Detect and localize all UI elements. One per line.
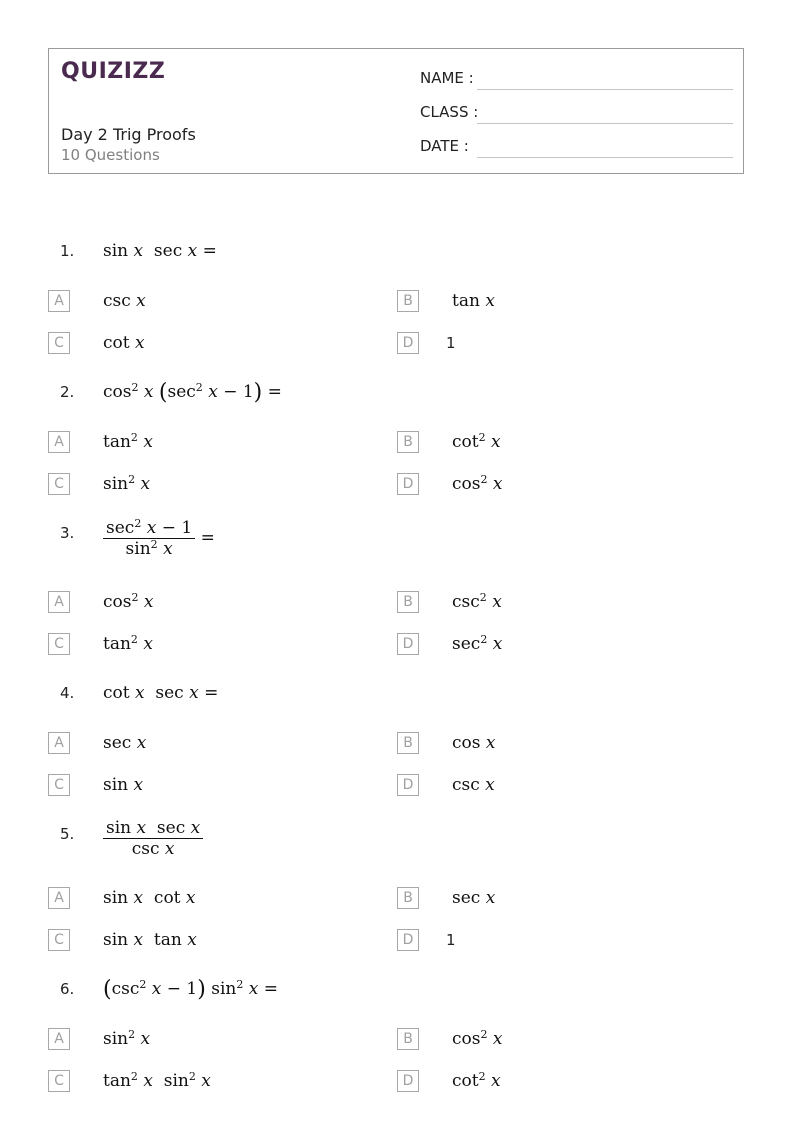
class-label: CLASS : <box>420 103 479 121</box>
option-c-text: $\sin^2 x$ <box>103 473 151 494</box>
option-d-box[interactable]: D <box>397 774 419 796</box>
option-c-box[interactable]: C <box>48 774 70 796</box>
option-b-text: $\csc^2 x$ <box>452 591 502 612</box>
question-text: $\cos^2 x$ ($\sec^2$ x − 1) = <box>103 380 282 405</box>
option-b-text: tan x <box>452 291 495 311</box>
question-text: $\frac{\sec^2 x - 1}{\sin^2 x}$ = <box>103 518 215 559</box>
option-c-box[interactable]: C <box>48 1070 70 1092</box>
option-c-text: cot x <box>103 333 145 353</box>
question-number: 1. <box>60 242 75 260</box>
option-d-box[interactable]: D <box>397 929 419 951</box>
option-d-box[interactable]: D <box>397 332 419 354</box>
question-text: ($\csc^2$ x − 1) $\sin^2 x$ = <box>103 977 279 1002</box>
name-label: NAME : <box>420 69 474 87</box>
option-d-box[interactable]: D <box>397 473 419 495</box>
option-b-box[interactable]: B <box>397 431 419 453</box>
option-b-box[interactable]: B <box>397 887 419 909</box>
option-c-box[interactable]: C <box>48 633 70 655</box>
question-number: 3. <box>60 524 75 542</box>
worksheet-header <box>48 48 744 174</box>
quizizz-logo: QUIZIZZ <box>61 59 166 84</box>
class-line <box>477 123 733 124</box>
option-a-box[interactable]: A <box>48 732 70 754</box>
option-a-text: $\sin^2 x$ <box>103 1028 151 1049</box>
option-d-box[interactable]: D <box>397 633 419 655</box>
option-a-text: sin x cot x <box>103 888 196 908</box>
option-d-text: 1 <box>446 334 456 352</box>
option-d-text: 1 <box>446 931 456 949</box>
option-c-box[interactable]: C <box>48 473 70 495</box>
option-c-text: $\tan^2 x$ <box>103 633 153 654</box>
option-a-box[interactable]: A <box>48 887 70 909</box>
option-c-box[interactable]: C <box>48 332 70 354</box>
option-b-box[interactable]: B <box>397 290 419 312</box>
option-a-box[interactable]: A <box>48 591 70 613</box>
question-count: 10 Questions <box>61 146 160 164</box>
option-b-text: $\cot^2 x$ <box>452 431 501 452</box>
question-text: sin x sec x = <box>103 241 217 261</box>
option-b-box[interactable]: B <box>397 591 419 613</box>
question-number: 2. <box>60 383 75 401</box>
option-a-box[interactable]: A <box>48 290 70 312</box>
question-text: cot x sec x = <box>103 683 219 703</box>
option-d-text: $\sec^2 x$ <box>452 633 503 654</box>
option-c-text: sin x tan x <box>103 930 197 950</box>
question-text: $\frac{\text{sin x sec x}}{\text{csc x}}$ <box>103 818 203 859</box>
question-number: 5. <box>60 825 75 843</box>
question-number: 6. <box>60 980 75 998</box>
option-b-text: cos x <box>452 733 496 753</box>
option-b-box[interactable]: B <box>397 1028 419 1050</box>
option-d-box[interactable]: D <box>397 1070 419 1092</box>
option-c-box[interactable]: C <box>48 929 70 951</box>
name-line <box>477 89 733 90</box>
option-c-text: sin x <box>103 775 144 795</box>
option-d-text: csc x <box>452 775 495 795</box>
option-a-text: $\tan^2 x$ <box>103 431 153 452</box>
option-c-text: $\tan^2 x$ $\sin^2 x$ <box>103 1070 211 1091</box>
option-a-text: $\cos^2 x$ <box>103 591 154 612</box>
date-label: DATE : <box>420 137 469 155</box>
option-d-text: $\cos^2 x$ <box>452 473 503 494</box>
option-d-text: $\cot^2 x$ <box>452 1070 501 1091</box>
option-a-text: sec x <box>103 733 147 753</box>
worksheet-title: Day 2 Trig Proofs <box>61 125 196 144</box>
option-a-text: csc x <box>103 291 146 311</box>
option-b-text: sec x <box>452 888 496 908</box>
option-b-box[interactable]: B <box>397 732 419 754</box>
question-number: 4. <box>60 684 75 702</box>
option-a-box[interactable]: A <box>48 431 70 453</box>
option-b-text: $\cos^2 x$ <box>452 1028 503 1049</box>
option-a-box[interactable]: A <box>48 1028 70 1050</box>
date-line <box>477 157 733 158</box>
